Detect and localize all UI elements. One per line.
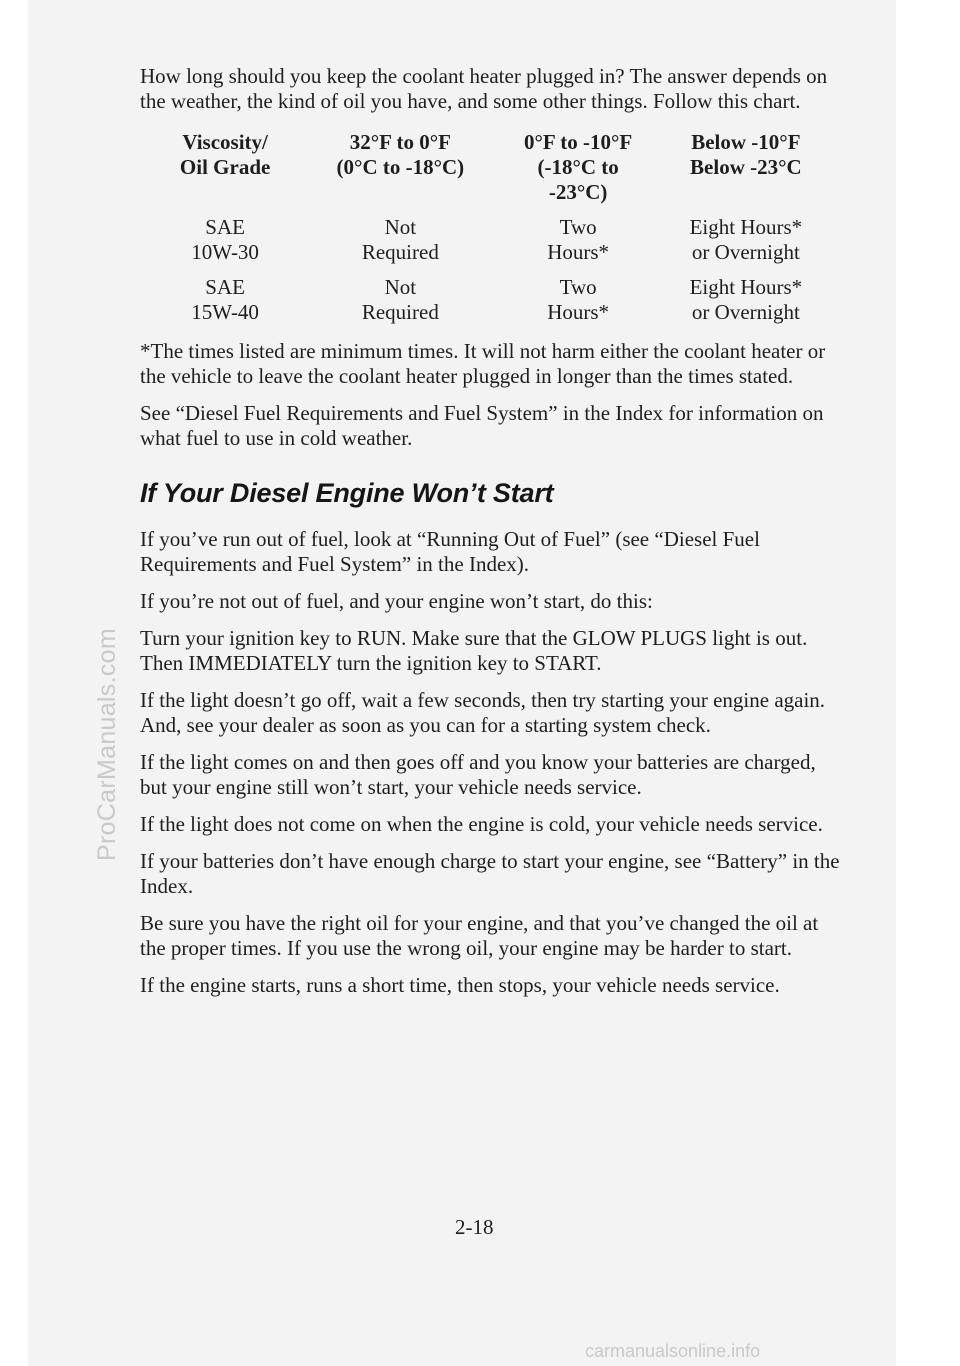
- table-cell: Eight Hours* or Overnight: [689, 215, 803, 264]
- body-paragraph: If you’re not out of fuel, and your engine won’t start, do this:: [140, 589, 653, 613]
- side-watermark-text: ProCarManuals.com: [92, 628, 121, 861]
- body-paragraph: If you’ve run out of fuel, look at “Running Out of Fuel” (see “Diesel Fuel Requirements and Fuel System” in the Index).: [140, 527, 760, 576]
- table-cell: Not Required: [361, 215, 439, 264]
- header-32f-to-0f: 32°F to 0°F (0°C to -18°C): [336, 130, 465, 179]
- header-below-minus10f: Below -10°F Below -23°C: [690, 130, 802, 179]
- table-cell: Two Hours*: [547, 215, 610, 264]
- intro-paragraph: How long should you keep the coolant heater plugged in? The answer depends on the weather, the kind of oil you have, and some other things. Follow this chart.: [140, 64, 828, 113]
- body-paragraph: If the light comes on and then goes off and you know your batteries are charged, but your engine still won’t start, your vehicle needs service.: [140, 750, 816, 799]
- body-paragraph: If the engine starts, runs a short time, then stops, your vehicle needs service.: [140, 973, 780, 997]
- body-paragraph: If the light doesn’t go off, wait a few seconds, then try starting your engine again. And, see your dealer as soon as you can for a starting system check.: [140, 688, 826, 737]
- body-paragraph: Turn your ignition key to RUN. Make sure that the GLOW PLUGS light is out. Then IMMEDIATELY turn the ignition key to START.: [140, 626, 808, 675]
- table-cell: Not Required: [361, 275, 439, 324]
- bottom-watermark: carmanualsonline.info: [585, 1341, 761, 1361]
- chart-footnote: *The times listed are minimum times. It will not harm either the coolant heater or the vehicle to leave the coolant heater plugged in longer than the times stated.: [140, 339, 826, 388]
- table-cell: SAE 10W-30: [191, 215, 259, 264]
- body-paragraph: If the light does not come on when the engine is cold, your vehicle needs service.: [140, 812, 823, 836]
- body-paragraph: Be sure you have the right oil for your engine, and that you’ve changed the oil at the proper times. If you use the wrong oil, your engine may be harder to start.: [140, 911, 819, 960]
- header-0f-to-minus10f: 0°F to -10°F (-18°C to -23°C): [524, 130, 633, 204]
- header-viscosity: Viscosity/ Oil Grade: [179, 130, 271, 179]
- side-watermark: [92, 0, 122, 1366]
- coolant-heater-chart: [140, 126, 826, 335]
- see-index-note: See “Diesel Fuel Requirements and Fuel System” in the Index for information on what fuel to use in cold weather.: [140, 401, 824, 450]
- table-cell: Two Hours*: [547, 275, 610, 324]
- table-row: [140, 215, 826, 275]
- table-cell: SAE 15W-40: [191, 275, 259, 324]
- table-cell: Eight Hours* or Overnight: [689, 275, 803, 324]
- section-title: If Your Diesel Engine Won’t Start: [140, 478, 554, 508]
- page-number: 2-18: [455, 1215, 494, 1239]
- table-row: [140, 275, 826, 335]
- body-paragraph: If your batteries don’t have enough charge to start your engine, see “Battery” in the Index.: [140, 849, 840, 898]
- page-content: [140, 64, 840, 1010]
- chart-header-row: [140, 126, 826, 215]
